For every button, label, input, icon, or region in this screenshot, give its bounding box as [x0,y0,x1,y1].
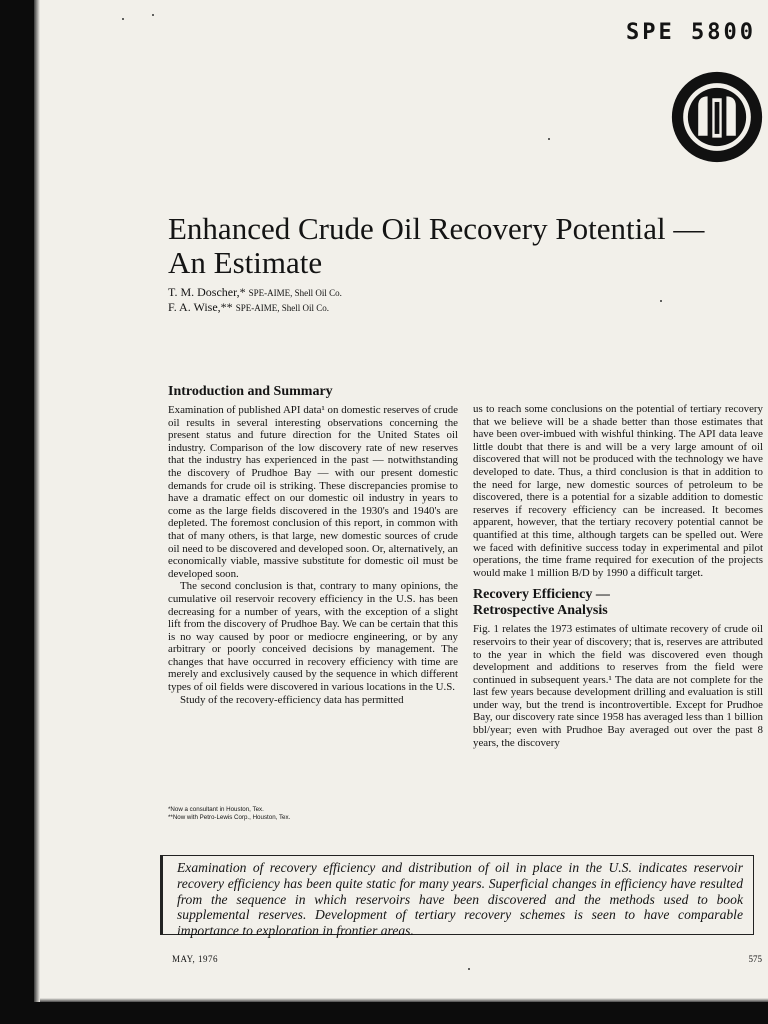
title-line-1: Enhanced Crude Oil Recovery Potential — [168,211,705,246]
paragraph: Fig. 1 relates the 1973 estimates of ultimate recovery of crude oil reservoirs to their year of discovery; that is, reserves are attributed to the year in which the field was discovered even though development and additions to reserves from the field were continued in subsequent years.¹ The data are not complete for the last few years because development drilling and evaluation is still under way, but the trend is incontrovertible. Except for Prudhoe Bay, our discovery rate since 1958 has averaged less than 1 billion bbl/year; even with Prudhoe Bay averaged out over the past 8 years, the discovery [473,623,763,749]
paper-number: SPE 5800 [626,20,756,45]
page-number: 575 [748,954,762,964]
scan-speck [122,18,124,20]
author-name: T. M. Doscher,* [168,285,246,299]
footer-date: MAY, 1976 [172,954,219,964]
section-heading-recovery-efficiency [473,587,763,619]
footnote: *Now a consultant in Houston, Tex. [168,806,264,813]
author-2 [168,300,329,315]
scan-binding-edge [34,0,40,1024]
left-column [168,384,458,706]
heading-line: Retrospective Analysis [473,603,608,619]
author-name: F. A. Wise,** [168,300,233,314]
right-column [473,403,763,749]
paragraph: us to reach some conclusions on the potential of tertiary recovery that we believe will be a shade better than those estimates that have been over-imbued with wishful thinking. The API data leave little doubt that there is and will be a very large amount of oil discovered that will not be produced with the technology we have developed to date. Thus, a third conclusion is that in addition to the need for large, new domestic sources of petroleum to be discovered, there is a potential for a sizable addition to domestic reserves if recovery efficiency can be increased. It becomes apparent, however, that the tertiary recovery potential cannot be quantified at this time, although targets can be spelled out. Were we faced with definitive success today in experimental and pilot operations, the time frame required for execution of the projects would make 1 million B/D by 1990 a difficult target. [473,403,763,579]
scan-speck [468,968,470,970]
heading-line: Recovery Efficiency — [473,587,610,603]
author-affiliation: SPE-AIME, Shell Oil Co. [235,303,329,313]
paragraph: The second conclusion is that, contrary to many opinions, the cumulative oil reservoir recovery efficiency in the U.S. has been decreasing for a number of years, with the exception of a slight lift from the discovery of Prudhoe Bay. We can be certain that this is no way caused by poor or mediocre engineering, or by any arbitrary or poorly conceived decisions by management. The changes that have occurred in recovery efficiency with time are merely and exclusively caused by the sequence in which different types of oil fields were discovered in various locations in the U.S. [168,580,458,694]
scan-speck [660,300,662,302]
paper-title [168,212,748,280]
paragraph: Examination of published API data¹ on domestic reserves of crude oil results in several interesting observations concerning the present status and future direction for the United States oil industry. Comparison of the low discovery rate of new reserves that the industry has experienced in the past — notwithstanding the discovery of Prudhoe Bay — with our present domestic demands for crude oil is striking. These discrepancies promise to have a dramatic effect on our domestic oil industry in years to come as the large fields discovered in the 1930's and 1940's are depleted. The foremost conclusion of this report, in common with that of many others, is that large, new domestic sources of crude oil need to be discovered and developed soon. Or, alternatively, an economically viable, massive substitute for domestic oil must be developed soon. [168,404,458,580]
footnote: **Now with Petro-Lewis Corp., Houston, Tex. [168,814,291,821]
author-1 [168,285,342,300]
scan-speck [548,138,550,140]
scan-speck [152,14,154,16]
section-heading-introduction: Introduction and Summary [168,384,333,399]
author-affiliation: SPE-AIME, Shell Oil Co. [248,288,342,298]
abstract-box: Examination of recovery efficiency and distribution of oil in place in the U.S. indicates reservoir recovery efficiency has been quite static for many years. Superficial changes in efficiency have resulted from the sequence in which reservoirs have been discovered and the methods used to book supplemental reserves. Development of tertiary recovery schemes is seen to have comparable importance to exploration in frontier areas. [160,855,754,935]
title-line-2: An Estimate [168,245,323,280]
footnotes [168,806,458,822]
spe-aime-logo-icon [670,70,764,164]
scan-bottom-shadow [0,1002,768,1024]
scan-binding-shadow [0,0,34,1024]
paragraph: Study of the recovery-efficiency data has permitted [180,693,404,706]
